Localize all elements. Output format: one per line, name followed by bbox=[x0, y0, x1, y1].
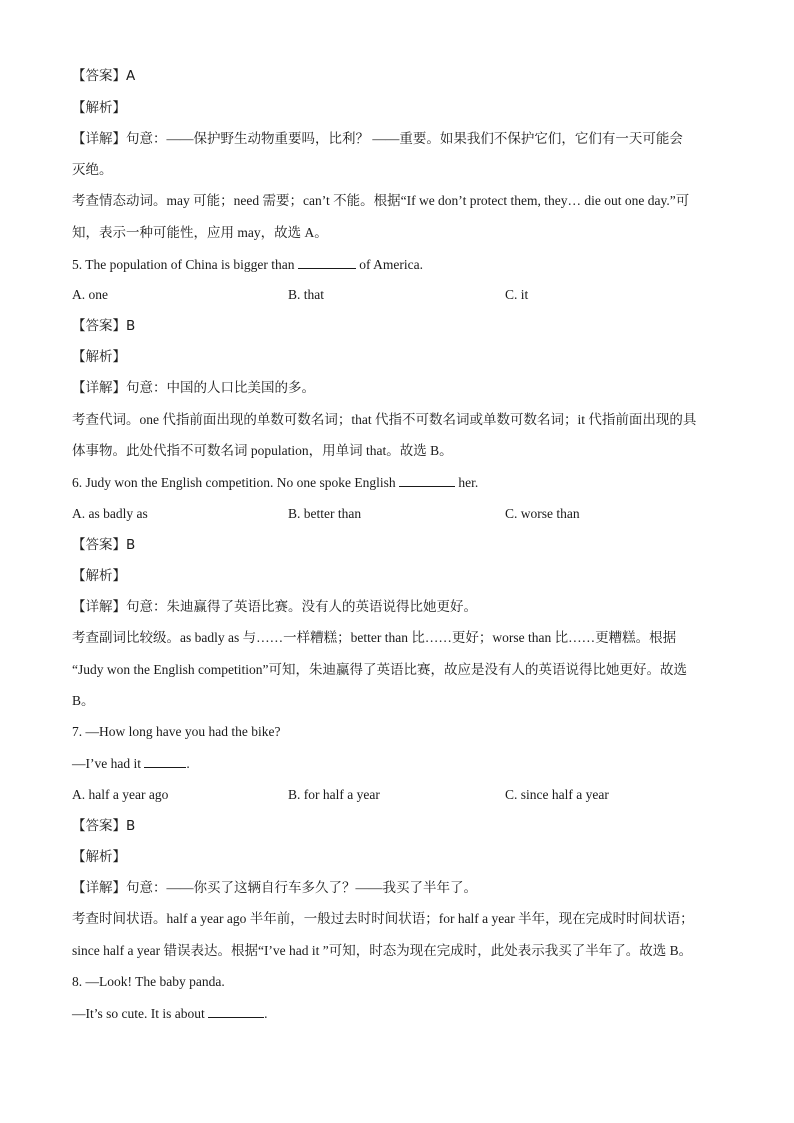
answer-blank bbox=[208, 1003, 264, 1018]
analysis-label: 【解析】 bbox=[72, 849, 126, 865]
explanation-text: B。 bbox=[72, 693, 95, 708]
analysis-label: 【解析】 bbox=[72, 349, 126, 365]
option-b: B. for half a year bbox=[288, 787, 380, 802]
explanation-text: 考查代词。one 代指前面出现的单数可数名词；that 代指不可数名词或单数可数名词；it 代指前面出现的具 bbox=[72, 412, 697, 427]
question-stem: 7. —How long have you had the bike? bbox=[72, 724, 281, 739]
explanation-text: 考查副词比较级。as badly as 与……一样糟糕；better than 比……更好；worse than 比……更糟糕。根据 bbox=[72, 630, 677, 645]
question-stem: —I’ve had it . bbox=[72, 753, 190, 774]
question-stem: 5. The population of China is bigger than of America. bbox=[72, 254, 423, 275]
option-a: A. half a year ago bbox=[72, 787, 169, 802]
detail-text: 【详解】句意：——你买了这辆自行车多久了？——我买了半年了。 bbox=[72, 880, 477, 895]
answer-label: 【答案】A bbox=[72, 68, 136, 84]
detail-text: 灭绝。 bbox=[72, 162, 113, 177]
answer-label: 【答案】B bbox=[72, 818, 136, 834]
option-a: A. one bbox=[72, 287, 108, 302]
answer-blank bbox=[144, 753, 186, 768]
question-stem: 8. —Look! The baby panda. bbox=[72, 974, 225, 989]
question-stem: 6. Judy won the English competition. No one spoke English her. bbox=[72, 472, 478, 493]
explanation-text: 体事物。此处代指不可数名词 population，用单词 that。故选 B。 bbox=[72, 443, 453, 458]
analysis-label: 【解析】 bbox=[72, 100, 126, 116]
question-stem: —It’s so cute. It is about . bbox=[72, 1003, 267, 1024]
option-c: C. since half a year bbox=[505, 787, 609, 802]
explanation-text: since half a year 错误表达。根据“I’ve had it ”可知，时态为现在完成时，此处表示我买了半年了。故选 B。 bbox=[72, 943, 693, 958]
option-c: C. it bbox=[505, 287, 529, 302]
explanation-text: 知，表示一种可能性，应用 may，故选 A。 bbox=[72, 225, 328, 240]
option-c: C. worse than bbox=[505, 506, 580, 521]
explanation-text: 考查情态动词。may 可能；need 需要；can’t 不能。根据“If we don’t protect them, they… die out one day.”可 bbox=[72, 193, 690, 208]
answer-blank bbox=[399, 472, 455, 487]
explanation-text: 考查时间状语。half a year ago 半年前，一般过去时时间状语；for half a year 半年，现在完成时时间状语； bbox=[72, 911, 694, 926]
option-a: A. as badly as bbox=[72, 506, 148, 521]
answer-label: 【答案】B bbox=[72, 318, 136, 334]
detail-text: 【详解】句意：——保护野生动物重要吗，比利？ ——重要。如果我们不保护它们，它们有一天可能会 bbox=[72, 131, 683, 146]
explanation-text: “Judy won the English competition”可知，朱迪赢得了英语比赛，故应是没有人的英语说得比她更好。故选 bbox=[72, 662, 687, 677]
analysis-label: 【解析】 bbox=[72, 568, 126, 584]
detail-text: 【详解】句意：朱迪赢得了英语比赛。没有人的英语说得比她更好。 bbox=[72, 599, 477, 614]
detail-text: 【详解】句意：中国的人口比美国的多。 bbox=[72, 380, 315, 395]
option-b: B. that bbox=[288, 287, 324, 302]
option-b: B. better than bbox=[288, 506, 362, 521]
answer-blank bbox=[298, 254, 356, 269]
answer-label: 【答案】B bbox=[72, 537, 136, 553]
